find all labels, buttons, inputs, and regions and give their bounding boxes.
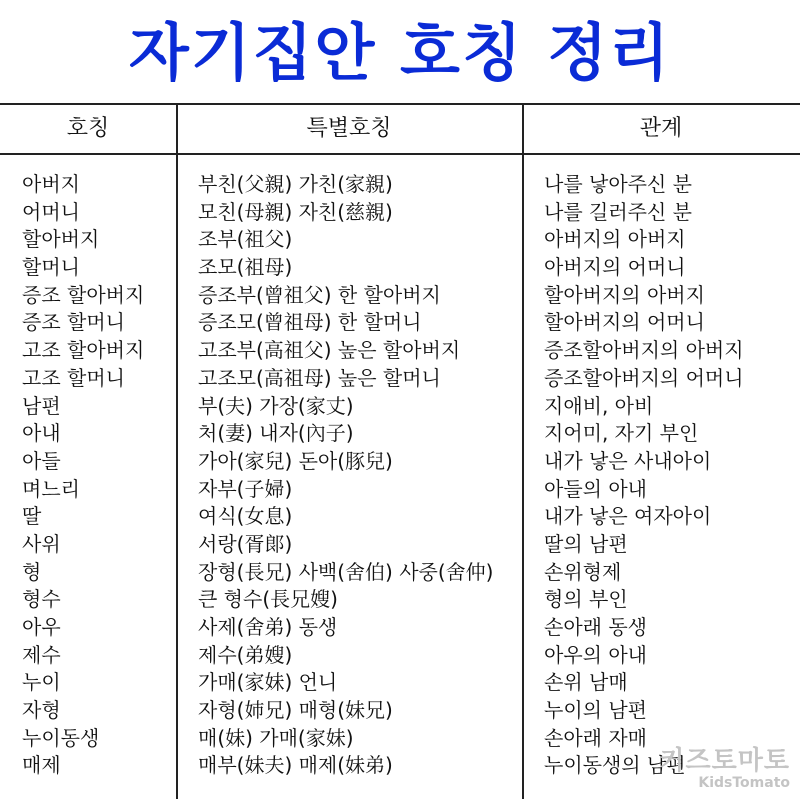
relation-cell: 누이의 남편	[544, 698, 647, 723]
column-divider	[522, 105, 524, 799]
special-title-cell: 처(妻) 내자(內子)	[198, 421, 354, 446]
special-title-cell: 고조모(高祖母) 높은 할머니	[198, 365, 441, 390]
relation-cell: 딸의 남편	[544, 531, 628, 556]
title-column	[22, 171, 172, 780]
relation-cell: 손위형제	[544, 559, 622, 584]
special-title-cell: 여식(女息)	[198, 504, 293, 529]
title-cell: 고조 할머니	[22, 365, 125, 390]
kinship-table	[0, 103, 800, 799]
relation-cell: 손아래 동생	[544, 615, 647, 639]
title-cell: 자형	[22, 698, 61, 723]
relation-cell: 나를 낳아주신 분	[544, 172, 692, 196]
title-cell: 제수	[22, 642, 61, 667]
header-title: 호칭	[66, 116, 110, 141]
header-special-title: 특별호칭	[306, 116, 392, 141]
relation-cell: 내가 낳은 여자아이	[544, 504, 712, 529]
title-cell: 누이동생	[22, 725, 100, 750]
relation-cell: 증조할아버지의 어머니	[544, 365, 744, 390]
special-title-cell: 큰 형수(長兄嫂)	[198, 587, 338, 612]
watermark-logo	[659, 747, 790, 791]
title-cell: 아내	[22, 421, 61, 446]
relation-cell: 아버지의 아버지	[544, 227, 686, 252]
special-title-cell: 가아(家兒) 돈아(豚兒)	[198, 448, 393, 473]
special-title-cell: 장형(長兄) 사백(舍伯) 사중(舍仲)	[198, 559, 494, 584]
relation-cell: 아우의 아내	[544, 642, 647, 667]
special-title-cell: 증조부(曾祖父) 한 할아버지	[198, 282, 441, 307]
relation-cell: 할아버지의 아버지	[544, 282, 705, 307]
special-title-cell: 자형(姉兄) 매형(妹兄)	[198, 698, 393, 723]
special-title-cell: 증조모(曾祖母) 한 할머니	[198, 310, 422, 335]
relation-cell: 손위 남매	[544, 670, 628, 695]
relation-column	[544, 171, 794, 780]
special-title-cell: 부친(父親) 가친(家親)	[198, 172, 393, 196]
special-title-cell: 고조부(高祖父) 높은 할아버지	[198, 338, 461, 363]
relation-cell: 누이동생의 남편	[544, 753, 686, 778]
relation-cell: 지어미, 자기 부인	[544, 421, 699, 446]
relation-cell: 아들의 아내	[544, 476, 647, 501]
relation-cell: 나를 길러주신 분	[544, 199, 692, 224]
relation-cell: 내가 낳은 사내아이	[544, 448, 712, 473]
title-cell: 할아버지	[22, 227, 100, 252]
relation-cell: 손아래 자매	[544, 725, 647, 750]
relation-cell: 증조할아버지의 아버지	[544, 338, 744, 363]
title-cell: 사위	[22, 531, 61, 556]
special-title-cell: 가매(家妹) 언니	[198, 670, 338, 695]
watermark-english: KidsTomato	[698, 775, 790, 791]
special-title-cell: 부(夫) 가장(家丈)	[198, 393, 354, 418]
header-relation: 관계	[639, 116, 683, 141]
special-title-cell: 서랑(胥郞)	[198, 531, 293, 556]
watermark-korean: 키즈토마토	[659, 746, 790, 776]
title-cell: 고조 할아버지	[22, 338, 145, 363]
special-title-column	[198, 171, 518, 780]
title-cell: 형	[22, 559, 42, 584]
relation-cell: 아버지의 어머니	[544, 255, 686, 280]
title-cell: 할머니	[22, 255, 80, 280]
special-title-cell: 모친(母親) 자친(慈親)	[198, 199, 393, 224]
relation-cell: 형의 부인	[544, 587, 628, 612]
title-cell: 증조 할머니	[22, 310, 125, 335]
header-divider	[0, 153, 800, 155]
special-title-cell: 자부(子婦)	[198, 476, 293, 501]
title-cell: 증조 할아버지	[22, 282, 145, 307]
special-title-cell: 조부(祖父)	[198, 227, 293, 252]
title-cell: 매제	[22, 753, 61, 778]
title-cell: 남편	[22, 393, 61, 418]
title-cell: 누이	[22, 670, 61, 695]
title-cell: 며느리	[22, 476, 80, 501]
title-cell: 형수	[22, 587, 61, 612]
relation-cell: 할아버지의 어머니	[544, 310, 705, 335]
page-title: 자기집안 호칭 정리	[128, 16, 672, 89]
special-title-cell: 조모(祖母)	[198, 255, 293, 280]
title-cell: 아들	[22, 448, 61, 473]
column-divider	[176, 105, 178, 799]
title-cell: 아우	[22, 615, 61, 639]
relation-cell: 지애비, 아비	[544, 393, 654, 418]
special-title-cell: 매(妹) 가매(家妹)	[198, 725, 354, 750]
title-cell: 어머니	[22, 199, 80, 224]
title-cell: 딸	[22, 504, 42, 529]
special-title-cell: 제수(弟嫂)	[198, 642, 293, 667]
title-cell: 아버지	[22, 172, 80, 196]
special-title-cell: 매부(妹夫) 매제(妹弟)	[198, 753, 393, 778]
special-title-cell: 사제(舍弟) 동생	[198, 615, 338, 639]
